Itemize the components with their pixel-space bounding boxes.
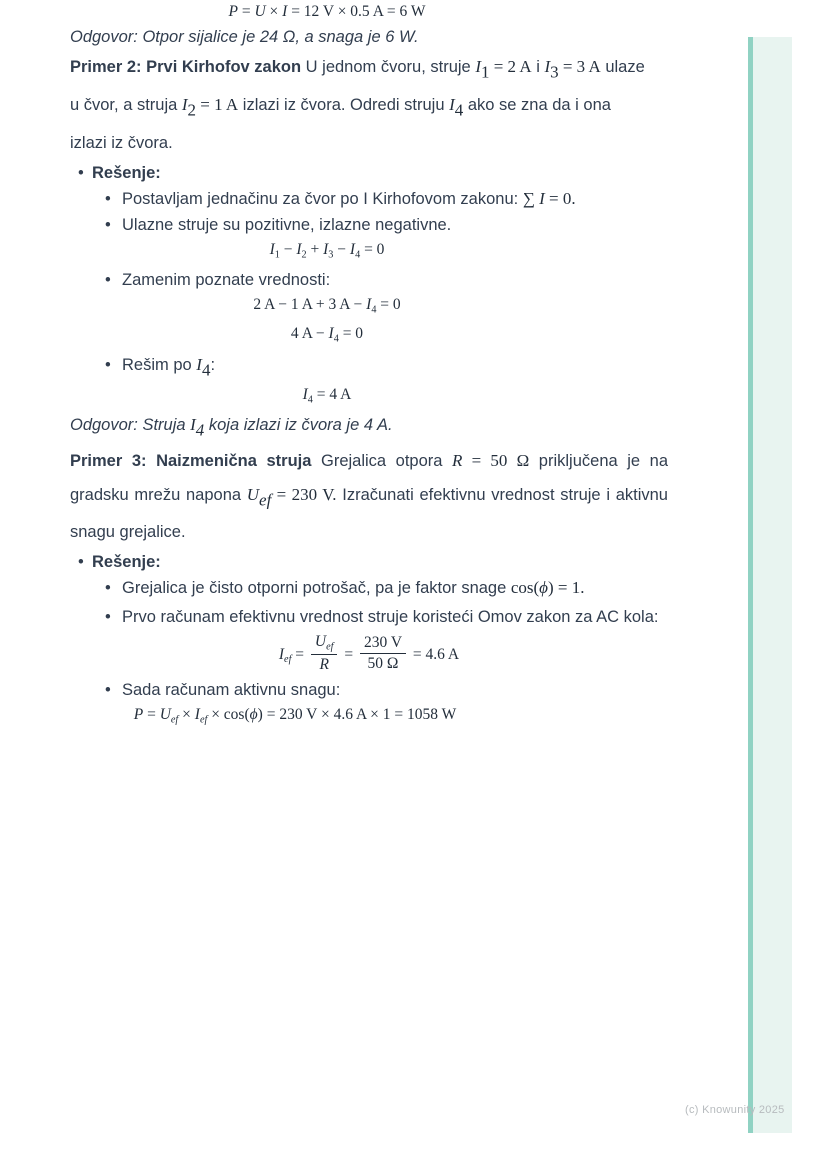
formula-power-ac: $P = U_{ef} \times I_{ef} \times \cos(\phi) = 230$ V × 4.6 A × 1 = 1058 W <box>133 705 457 726</box>
resenje-label: Rešenje: <box>92 163 161 182</box>
bullet-text: Rešim po I4: <box>122 354 216 380</box>
bullet-text: Zamenim poznate vrednosti: <box>122 271 331 290</box>
bullet-icon <box>105 212 122 238</box>
formula-power-bulb: P = U × I = 12 V × 0.5 A = 6 W <box>228 3 426 20</box>
bullet-text: Prvo računam efektivnu vrednost struje koristeći Omov zakon za AC kola: <box>122 608 659 627</box>
formula-ief: $I_{ef}$ = $\frac{U_{ef}}{R}$ = $\frac{230 V}{50 \Omega}$ = 4.6 A <box>278 633 460 673</box>
bullet-text: Grejalica je čisto otporni potrošač, pa je faktor snage cos(ϕ) = 1. <box>122 578 585 598</box>
primer2-paragraph: Primer 2: Prvi Kirhofov zakon U jednom čvoru, struje I1 = 2 A i I3 = 3 A ulaze u čvor, a struja I2 = 1 A izlazi iz čvora. Odredi struju I4 ako se zna da i ona izlazi iz čvora. <box>70 57 645 152</box>
resenje-label: Rešenje: <box>92 553 161 572</box>
bullet-text: Postavljam jednačinu za čvor po I Kirhofovom zakonu: ∑ I = 0. <box>122 188 576 208</box>
bullet-ulazne <box>70 212 668 238</box>
formula-simplified: 4 $A - I_4 = 0$ <box>290 325 364 345</box>
bullet-prvo <box>70 601 668 634</box>
bullet-icon <box>78 160 92 186</box>
bullet-icon <box>105 575 122 601</box>
formula-result-i4: $I_4 = 4$ A <box>302 386 352 406</box>
watermark: (c) Knowunity 2025 <box>685 1104 785 1116</box>
bullet-grejalica <box>70 575 668 601</box>
formula-substituted: 2 A − 1 A + 3 $A - I_4 = 0$ <box>253 296 401 316</box>
bullet-icon <box>105 267 122 293</box>
bullet-resenje-primer2 <box>70 160 668 186</box>
bullet-icon <box>105 352 122 383</box>
bullet-text: Ulazne struje su pozitivne, izlazne negativne. <box>122 215 452 234</box>
bullet-zamenim <box>70 267 668 293</box>
bullet-icon <box>78 549 92 575</box>
bullet-text: Sada računam aktivnu snagu: <box>122 680 341 699</box>
document-content <box>70 0 668 732</box>
accent-strip <box>748 37 792 1133</box>
bullet-postavljam <box>70 186 668 212</box>
formula-kirchhoff: $I_1 - I_2 + I_3 - I_4 = 0$ <box>269 240 385 261</box>
bullet-resim <box>70 352 668 383</box>
bullet-resenje-primer3 <box>70 549 668 575</box>
bullet-icon <box>105 186 122 212</box>
answer-primer1: Odgovor: Otpor sijalice je 24 Ω, a snaga je 6 W. <box>70 28 419 46</box>
answer-primer2: Odgovor: Struja I4 koja izlazi iz čvora je 4 A. <box>70 415 393 440</box>
bullet-icon <box>105 601 122 634</box>
bullet-icon <box>105 677 122 703</box>
primer3-paragraph: Primer 3: Naizmenična struja Grejalica otpora R = 50 Ω priključena je na gradsku mrežu napona Uef = 230 V. Izračunati efektivnu vrednost struje i aktivnu snagu grejalice. <box>70 450 668 542</box>
bullet-sada <box>70 677 668 703</box>
